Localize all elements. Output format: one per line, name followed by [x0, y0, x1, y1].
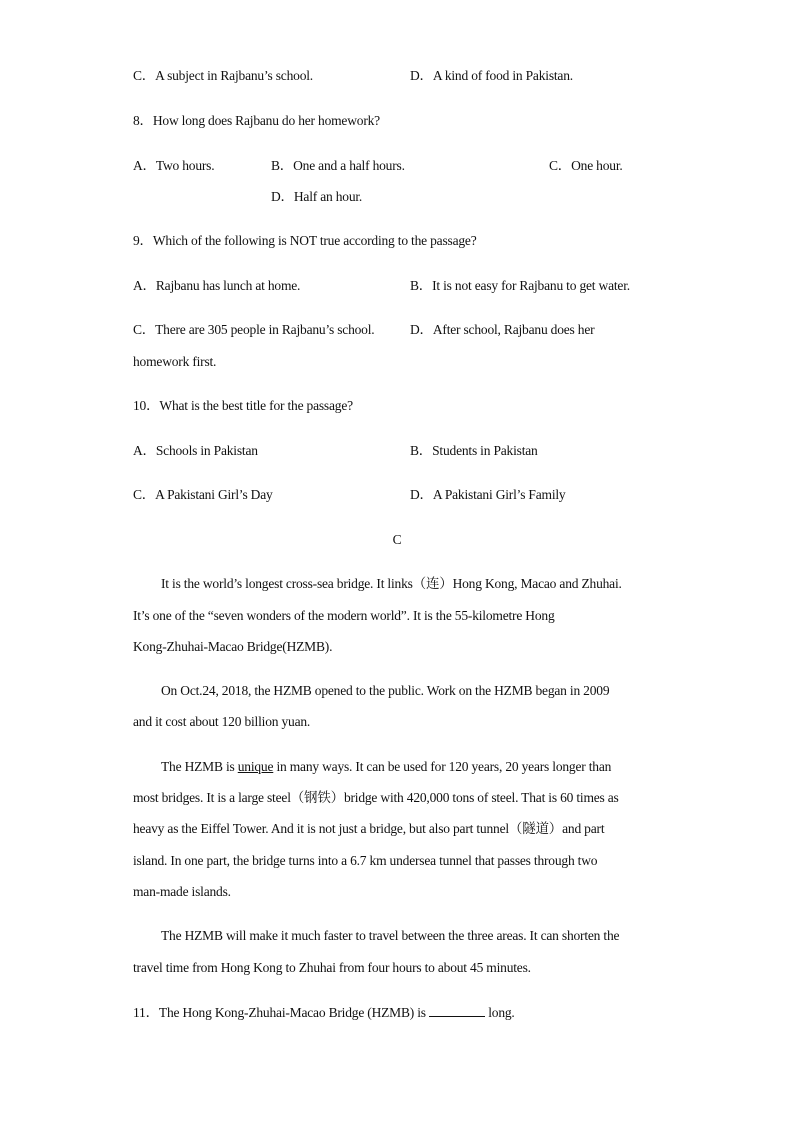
passage-p3-line1: [161, 760, 611, 774]
q7-option-d: D．A kind of food in Pakistan.: [410, 68, 573, 83]
q11-text-post: long.: [485, 1005, 515, 1020]
section-heading: C: [392, 532, 402, 547]
q9-option-d: D．After school, Rajbanu does her: [410, 322, 595, 337]
passage-p2-line2: and it cost about 120 billion yuan.: [133, 714, 311, 729]
p3-text-pre: The HZMB is: [161, 759, 238, 774]
q8-option-c: C．One hour.: [549, 158, 623, 173]
passage-p4-line2: travel time from Hong Kong to Zhuhai from four hours to about 45 minutes.: [133, 960, 531, 975]
q9-option-a: A．Rajbanu has lunch at home.: [133, 278, 301, 293]
q10-option-a: A．Schools in Pakistan: [133, 443, 258, 458]
q10-question: 10．What is the best title for the passage?: [133, 398, 353, 413]
q8-question: 8．How long does Rajbanu do her homework?: [133, 113, 380, 128]
q9-option-c: C．There are 305 people in Rajbanu’s school.: [133, 322, 375, 337]
answer-blank[interactable]: [429, 1005, 485, 1017]
passage-p1-line2: It’s one of the “seven wonders of the modern world”. It is the 55-kilometre Hong: [133, 608, 555, 623]
passage-p3-line5: man-made islands.: [133, 884, 231, 899]
q10-option-c: C．A Pakistani Girl’s Day: [133, 487, 273, 502]
q8-option-d: D．Half an hour.: [271, 189, 363, 204]
p3-text-post: in many ways. It can be used for 120 years, 20 years longer than: [273, 759, 612, 774]
q7-option-c: C．A subject in Rajbanu’s school.: [133, 68, 313, 83]
passage-p3-line2: most bridges. It is a large steel（钢铁）bridge with 420,000 tons of steel. That is 60 times as: [133, 790, 619, 805]
q10-option-d: D．A Pakistani Girl’s Family: [410, 487, 566, 502]
passage-p3-line3: heavy as the Eiffel Tower. And it is not just a bridge, but also part tunnel（隧道）and part: [133, 821, 605, 836]
q10-option-b: B．Students in Pakistan: [410, 443, 538, 458]
passage-p1-line1: It is the world’s longest cross-sea bridge. It links（连）Hong Kong, Macao and Zhuhai.: [161, 576, 622, 591]
q11-question: [133, 1005, 515, 1020]
passage-p4-line1: The HZMB will make it much faster to travel between the three areas. It can shorten the: [161, 928, 620, 943]
passage-p2-line1: On Oct.24, 2018, the HZMB opened to the public. Work on the HZMB began in 2009: [161, 683, 610, 698]
q8-option-a: A．Two hours.: [133, 158, 215, 173]
q9-question: 9．Which of the following is NOT true according to the passage?: [133, 233, 477, 248]
q8-option-b: B．One and a half hours.: [271, 158, 405, 173]
q9-option-d-continued: homework first.: [133, 354, 217, 369]
passage-p3-line4: island. In one part, the bridge turns into a 6.7 km undersea tunnel that passes through two: [133, 853, 598, 868]
underlined-word-unique: unique: [237, 759, 274, 774]
q11-text-pre: 11．The Hong Kong-Zhuhai-Macao Bridge (HZMB) is: [133, 1005, 430, 1020]
passage-p1-line3: Kong-Zhuhai-Macao Bridge(HZMB).: [133, 639, 333, 654]
q9-option-b: B．It is not easy for Rajbanu to get water.: [410, 278, 630, 293]
